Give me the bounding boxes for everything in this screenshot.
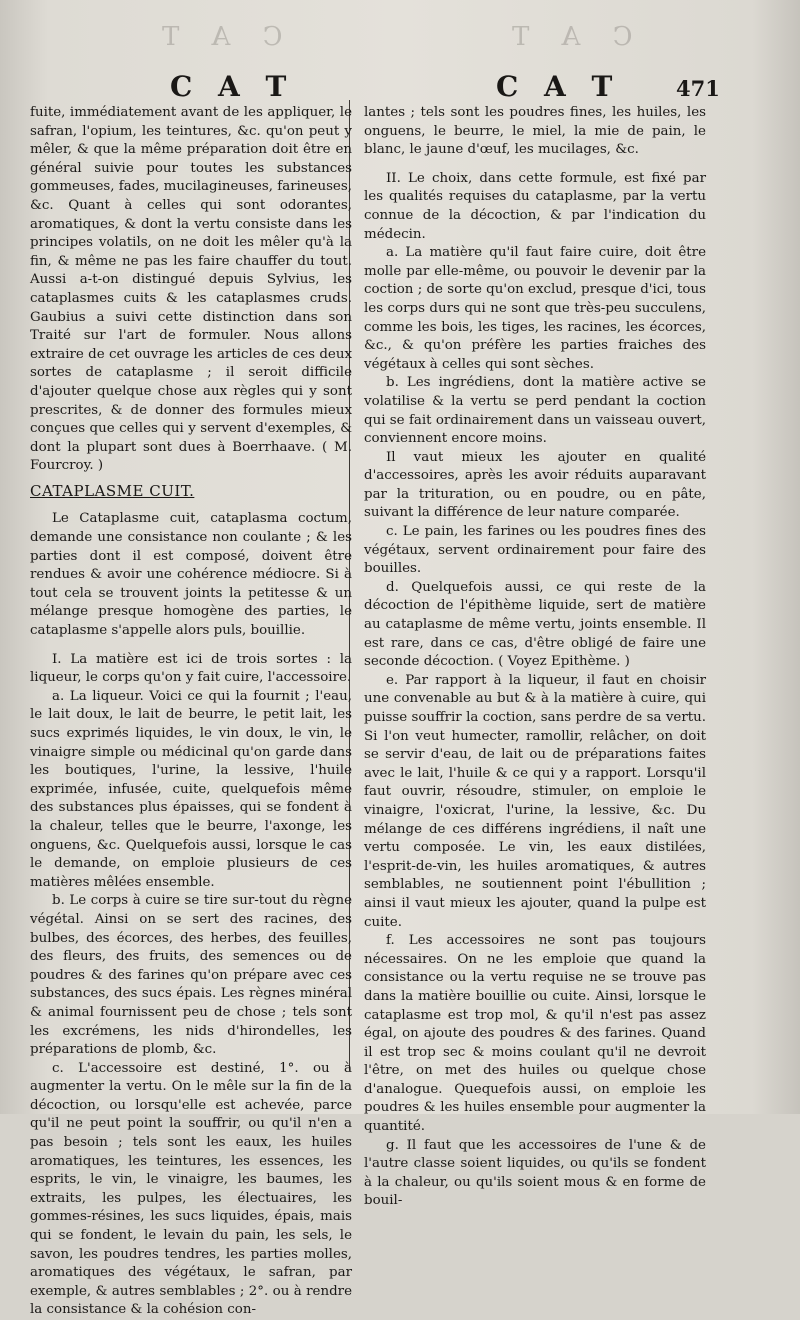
left-paragraph-3: I. La matière est ici de trois sortes : la liqueur, le corps qu'on y fait cuire, l'accessoire.	[30, 651, 352, 686]
article-heading: CATAPLASME CUIT.	[30, 481, 195, 500]
right-paragraph-7: d. Quelquefois aussi, ce qui reste de la décoction de l'épithème liquide, sert de matière au cataplasme de même vertu, joints ensemble. Il est rare, dans ce cas, d'être obligé de faire une seconde décoction. ( Voyez Epithème. )	[364, 579, 706, 670]
right-column	[364, 104, 706, 1211]
page-header	[0, 70, 800, 104]
right-paragraph-1: lantes ; tels sont les poudres fines, les huiles, les onguens, le beurre, le miel, la mie de pain, le blanc, le jaune d'œuf, les mucilages, &c.	[364, 105, 706, 158]
right-paragraph-6: c. Le pain, les farines ou les poudres fines des végétaux, servent ordinairement pour faire des bouilles.	[364, 524, 706, 577]
right-paragraph-5: Il vaut mieux les ajouter en qualité d'accessoires, après les avoir réduits auparavant par la trituration, ou en poudre, ou en pâte, suivant la différence de leur nature comparée.	[364, 449, 706, 521]
left-paragraph-1: fuite, immédiatement avant de les appliquer, le safran, l'opium, les teintures, &c. qu'on peut y mêler, & que la même préparation doit être en général suivie pour toutes les substances gommeuses, fades, mucilagineuses, farineuses, &c. Quant à celles qui sont odorantes, aromatiques, & dont la vertu consiste dans les principes volatils, on ne doit les mêler qu'à la fin, & même ne pas les faire chauffer du tout. Aussi a-t-on distingué depuis Sylvius, les cataplasmes cuits & les cataplasmes cruds. Gaubius a suivi cette distinction dans son Traité sur l'art de formuler. Nous allons extraire de cet ouvrage les articles de ces deux sortes de cataplasme ; il seroit difficile d'ajouter quelque chose aux règles qui y sont prescrites, & de donner des formules mieux conçues que celles qui y servent d'exemples, & dont la plupart sont dues à Boerrhaave. ( M. Fourcroy. )	[30, 105, 352, 474]
right-paragraph-9: f. Les accessoires ne sont pas toujours nécessaires. On ne les emploie que quand la consistance ou la vertu requise ne se trouve pas dans la matière bouillie ou cuite. Ainsi, lorsque le cataplasme est trop mol, & qu'il n'est pas assez égal, on ajoute des poudres & des farines. Quand il est trop sec & moins coulant qu'il ne devroit l'être, on met des huiles ou quelque chose d'analogue. Quequefois aussi, on emploie les poudres & les huiles ensemble pour augmenter la quantité.	[364, 933, 706, 1135]
page-number: 471	[676, 76, 720, 101]
left-paragraph-4: a. La liqueur. Voici ce qui la fournit ; l'eau, le lait doux, le lait de beurre, le petit lait, les sucs exprimés liquides, le vin doux, le vin, le vinaigre simple ou médicinal qu'on garde dans les boutiques, l'urine, la lessive, l'huile exprimée, infusée, cuite, quelquefois même des substances plus épaisses, qui se fondent à la chaleur, telles que le beurre, l'axonge, les onguens, &c. Quelquefois aussi, lorsque le cas le demande, on emploie plusieurs de ces matières mêlées ensemble.	[30, 688, 352, 890]
left-paragraph-5: b. Le corps à cuire se tire sur-tout du règne végétal. Ainsi on se sert des racines, des bulbes, des écorces, des herbes, des feuilles, des fleurs, des fruits, des semences ou de poudres & des farines qu'on prépare avec ces substances, des sucs épais. Les règnes minéral & animal fournissent peu de chose ; tels sont les excrémens, les nids d'hirondelles, les préparations de plomb, &c.	[30, 893, 352, 1058]
right-paragraph-10: g. Il faut que les accessoires de l'une & de l'autre classe soient liquides, ou qu'ils se fondent à la chaleur, ou qu'ils soient mous & en forme de bouil-	[364, 1137, 706, 1209]
right-paragraph-8: e. Par rapport à la liqueur, il faut en choisir une convenable au but & à la matière à cuire, qui puisse souffrir la coction, sans perdre de sa vertu. Si l'on veut humecter, ramollir, relâcher, on doit se servir d'eau, de lait ou de préparations faites avec le lait, l'huile & ce qui y a rapport. Lorsqu'il faut ouvrir, résoudre, stimuler, on emploie le vinaigre, l'oxicrat, l'urine, la lessive, &c. Du mélange de ces différens ingrédiens, il naît une vertu composée. Le vin, les eaux distilées, l'esprit-de-vin, les huiles aromatiques, & autres semblables, ne soutiennent point l'ébullition ; ainsi il vaut mieux les ajouter, quand la pulpe est cuite.	[364, 672, 706, 930]
right-paragraph-4: b. Les ingrédiens, dont la matière active se volatilise & la vertu se perd pendant la coction qui se fait ordinairement dans un vaisseau ouvert, conviennent encore moins.	[364, 375, 706, 447]
right-paragraph-3: a. La matière qu'il faut faire cuire, doit être molle par elle-même, ou pouvoir le devenir par la coction ; de sorte qu'on exclud, presque d'ici, tous les corps durs qui ne sont que très-peu succulens, comme les bois, les tiges, les racines, les écorces, &c., & qu'on préfère les parties fraiches des végétaux à celles qui sont sèches.	[364, 245, 706, 372]
running-head-left: C A T	[170, 70, 295, 103]
bleed-through-title-right: C A T	[500, 22, 633, 52]
right-paragraph-2: II. Le choix, dans cette formule, est fixé par les qualités requises du cataplasme, par la vertu connue de la décoction, & par l'indication du médecin.	[364, 170, 706, 242]
left-paragraph-6: c. L'accessoire est destiné, 1°. ou à augmenter la vertu. On le mêle sur la fin de la décoction, ou lorsqu'elle est achevée, parce qu'il ne peut point la souffrir, ou qu'il n'en a pas besoin ; tels sont les eaux, les huiles aromatiques, les teintures, les essences, les esprits, le vin, le vinaigre, les baumes, les extraits, les pulpes, les électuaires, les gommes-résines, les sucs liquides, épais, mais qui se fondent, le levain du pain, les sels, le savon, les poudres tendres, les parties molles, aromatiques des végétaux, le safran, par exemple, & autres semblables ; 2°. ou à rendre la consistance & la cohésion con-	[30, 1060, 352, 1318]
left-paragraph-2: Le Cataplasme cuit, cataplasma coctum, demande une consistance non coulante ; & les parties dont il est composé, doivent être rendues & avoir une cohérence médiocre. Si à tout cela se trouvent joints la petitesse & un mélange presque homogène des parties, le cataplasme s'appelle alors puls, bouillie.	[30, 511, 352, 639]
left-column	[30, 104, 352, 1320]
running-head-right: C A T	[496, 70, 621, 103]
bleed-through-title-left: C A T	[150, 22, 283, 52]
